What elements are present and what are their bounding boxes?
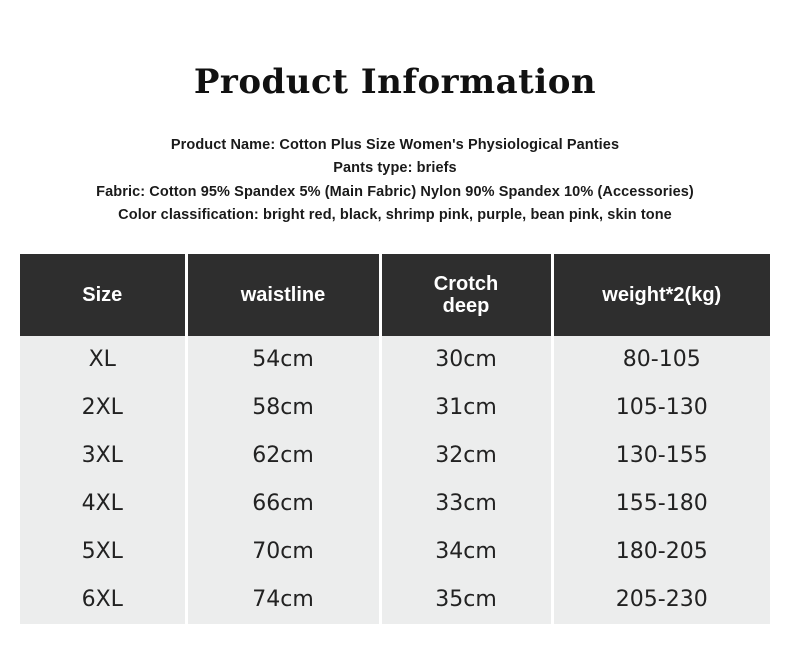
info-line-pants-type: Pants type: briefs (333, 160, 457, 177)
size-table-wrapper (0, 254, 790, 624)
cell-crotch-deep: 31cm (380, 384, 552, 432)
cell-waistline: 62cm (186, 432, 380, 480)
cell-weight: 80-105 (552, 336, 770, 384)
table-row (20, 384, 770, 432)
column-header-weight: weight*2(kg) (552, 254, 770, 336)
product-info-block (0, 134, 790, 228)
cell-weight: 180-205 (552, 528, 770, 576)
size-table-body (20, 336, 770, 624)
column-header-crotch-line1: Crotch (433, 272, 499, 295)
cell-waistline: 54cm (186, 336, 380, 384)
column-header-waistline: waistline (186, 254, 380, 336)
column-header-size: Size (20, 254, 186, 336)
cell-crotch-deep: 30cm (380, 336, 552, 384)
cell-waistline: 58cm (186, 384, 380, 432)
table-row (20, 432, 770, 480)
cell-waistline: 66cm (186, 480, 380, 528)
cell-weight: 205-230 (552, 576, 770, 624)
column-header-crotch-line2: deep (442, 294, 490, 317)
info-line-color-classification: Color classification: bright red, black, shrimp pink, purple, bean pink, skin tone (118, 207, 672, 224)
page-title: Product Information (193, 62, 597, 102)
info-line-product-name: Product Name: Cotton Plus Size Women's Physiological Panties (170, 137, 620, 153)
cell-crotch-deep: 33cm (380, 480, 552, 528)
cell-size: 6XL (20, 576, 186, 624)
table-row (20, 528, 770, 576)
info-line-fabric: Fabric: Cotton 95% Spandex 5% (Main Fabric) Nylon 90% Spandex 10% (Accessories) (96, 183, 694, 200)
cell-weight: 105-130 (552, 384, 770, 432)
table-row (20, 576, 770, 624)
cell-waistline: 74cm (186, 576, 380, 624)
table-row (20, 480, 770, 528)
cell-size: 4XL (20, 480, 186, 528)
table-row (20, 336, 770, 384)
size-table-header (20, 254, 770, 336)
column-header-crotch-deep (380, 254, 552, 336)
cell-waistline: 70cm (186, 528, 380, 576)
cell-weight: 130-155 (552, 432, 770, 480)
size-table (20, 254, 770, 624)
table-header-row (20, 254, 770, 336)
cell-crotch-deep: 32cm (380, 432, 552, 480)
cell-size: XL (20, 336, 186, 384)
cell-weight: 155-180 (552, 480, 770, 528)
cell-size: 5XL (20, 528, 186, 576)
cell-crotch-deep: 35cm (380, 576, 552, 624)
cell-size: 2XL (20, 384, 186, 432)
cell-crotch-deep: 34cm (380, 528, 552, 576)
cell-size: 3XL (20, 432, 186, 480)
